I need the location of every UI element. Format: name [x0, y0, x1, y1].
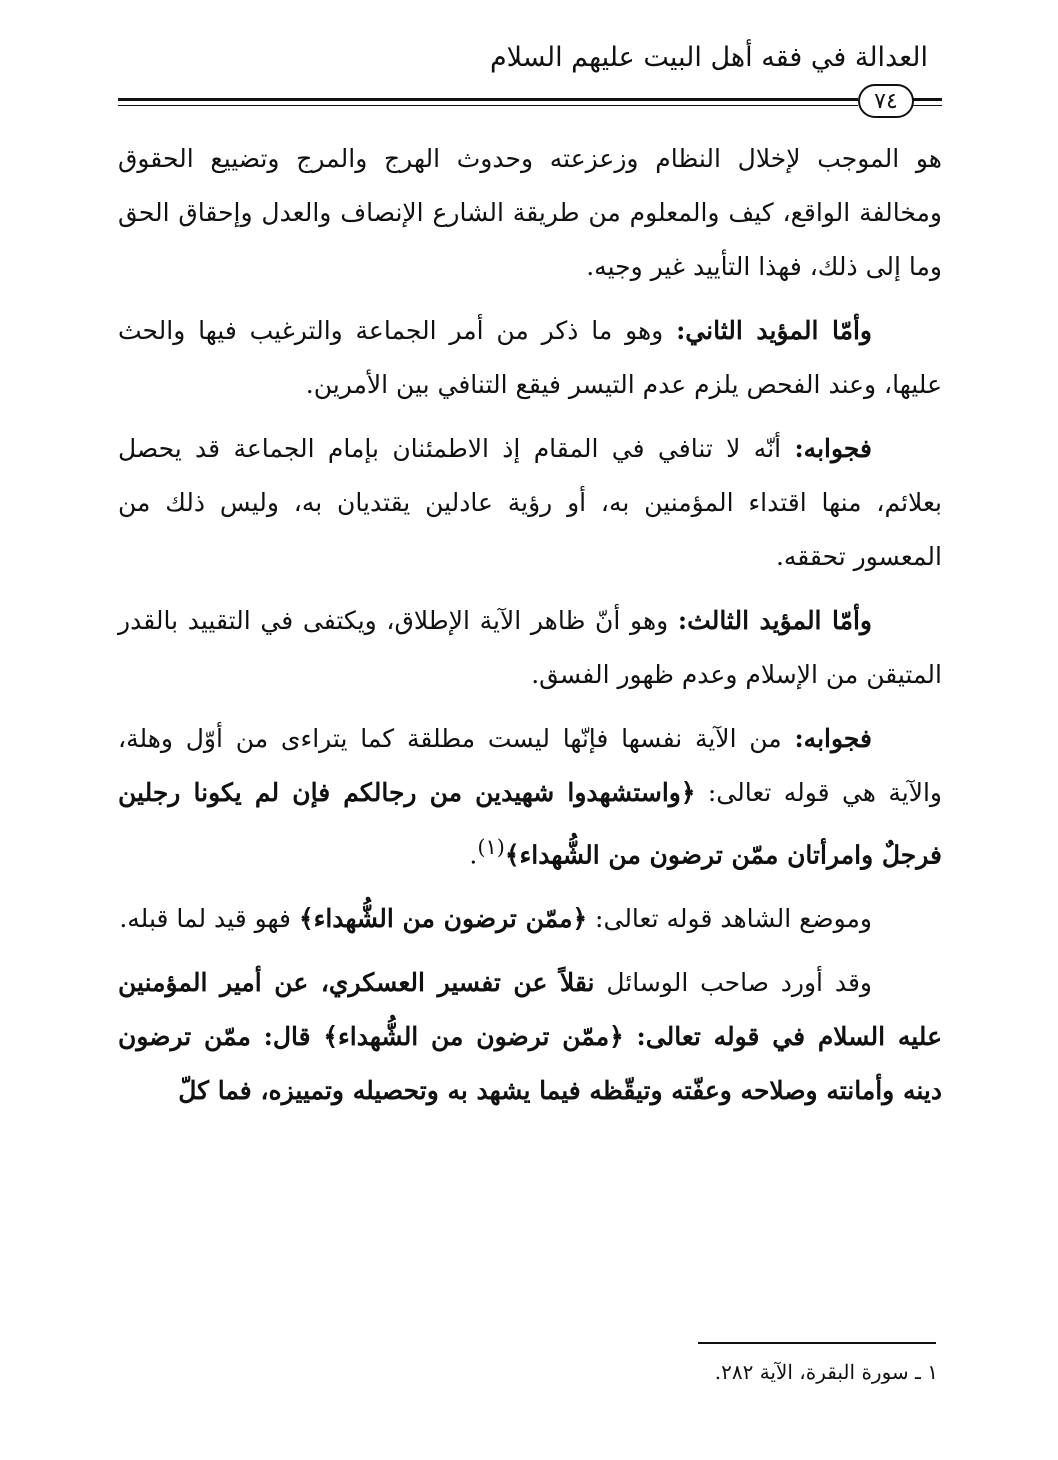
- paragraph-4-label: وأمّا المؤيد الثالث:: [677, 606, 872, 635]
- quran-verse: ﴿واستشهدوا شهيدين من رجالكم فإن لم يكونا رجلين فرجلٌ وامرأتان ممّن ترضون من الشُّهداء﴾: [118, 778, 942, 870]
- page-number: ٧٤: [874, 88, 898, 114]
- paragraph-5-text: من الآية نفسها فإنّها ليست مطلقة كما يتراءى من أوّل وهلة، والآية هي قوله تعالى:: [118, 724, 942, 807]
- footnote-rule: [698, 1342, 936, 1344]
- paragraph-5-label: فجوابه:: [794, 724, 872, 753]
- paragraph-2: [118, 304, 942, 412]
- paragraph-4-text: وهو أنّ ظاهر الآية الإطلاق، ويكتفى في التقييد بالقدر المتيقن من الإسلام وعدم ظهور الفسق.: [118, 606, 942, 689]
- paragraph-1: هو الموجب لإخلال النظام وزعزعته وحدوث الهرج والمرج وتضييع الحقوق ومخالفة الواقع، كيف والمعلوم من طريقة الشارع الإنصاف والعدل وإحقاق الحق وما إلى ذلك، فهذا التأييد غير وجيه.: [118, 144, 942, 281]
- paragraph-6: [118, 892, 942, 946]
- header-rule-right-thin: [912, 105, 942, 106]
- header-rule-thick: [118, 98, 858, 101]
- paragraph-4: [118, 594, 942, 702]
- footnote-reference: (١): [477, 835, 505, 859]
- paragraph-2-label: وأمّا المؤيد الثاني:: [676, 316, 872, 345]
- header-rule-thin: [118, 105, 858, 106]
- paragraph-3: [118, 422, 942, 584]
- paragraph-7-quote: نقلاً عن تفسير العسكري، عن أمير المؤمنين عليه السلام في قوله تعالى: ﴿ممّن ترضون من الشُّهداء﴾ قال: ممّن ترضون دينه وأمانته وصلاحه وعفّته وتيقّظه فيما يشهد به وتحصيله وتمييزه، فما كلّ: [118, 968, 942, 1106]
- paragraph-6-end: فهو قيد لما قبله.: [119, 904, 299, 934]
- paragraph-3-label: فجوابه:: [794, 434, 872, 463]
- paragraph-5: [118, 712, 942, 882]
- footnote: ١ ـ سورة البقرة، الآية ٢٨٢.: [714, 1360, 938, 1384]
- paragraph-3-text: أنّه لا تنافي في المقام إذ الاطمئنان بإمام الجماعة قد يحصل بعلائم، منها اقتداء المؤمنين به، أو رؤية عادلين يقتديان به، وليس ذلك من المعسور تحققه.: [118, 434, 942, 571]
- quran-verse-excerpt: ﴿ممّن ترضون من الشُّهداء﴾: [298, 904, 588, 934]
- paragraph-7-text: وقد أورد صاحب الوسائل: [594, 968, 872, 998]
- paragraph-6-text: وموضع الشاهد قوله تعالى:: [587, 904, 872, 934]
- running-header-title: العدالة في فقه أهل البيت عليهم السلام: [489, 42, 928, 73]
- paragraph-5-end: .: [469, 840, 478, 870]
- paragraph-2-text: وهو ما ذكر من أمر الجماعة والترغيب فيها والحث عليها، وعند الفحص يلزم عدم التيسر فيقع التنافي بين الأمرين.: [118, 316, 942, 399]
- paragraph-7: [118, 956, 942, 1118]
- header-rule-right-thick: [912, 98, 942, 101]
- page-number-badge: [858, 84, 914, 118]
- page-body: [118, 132, 942, 1128]
